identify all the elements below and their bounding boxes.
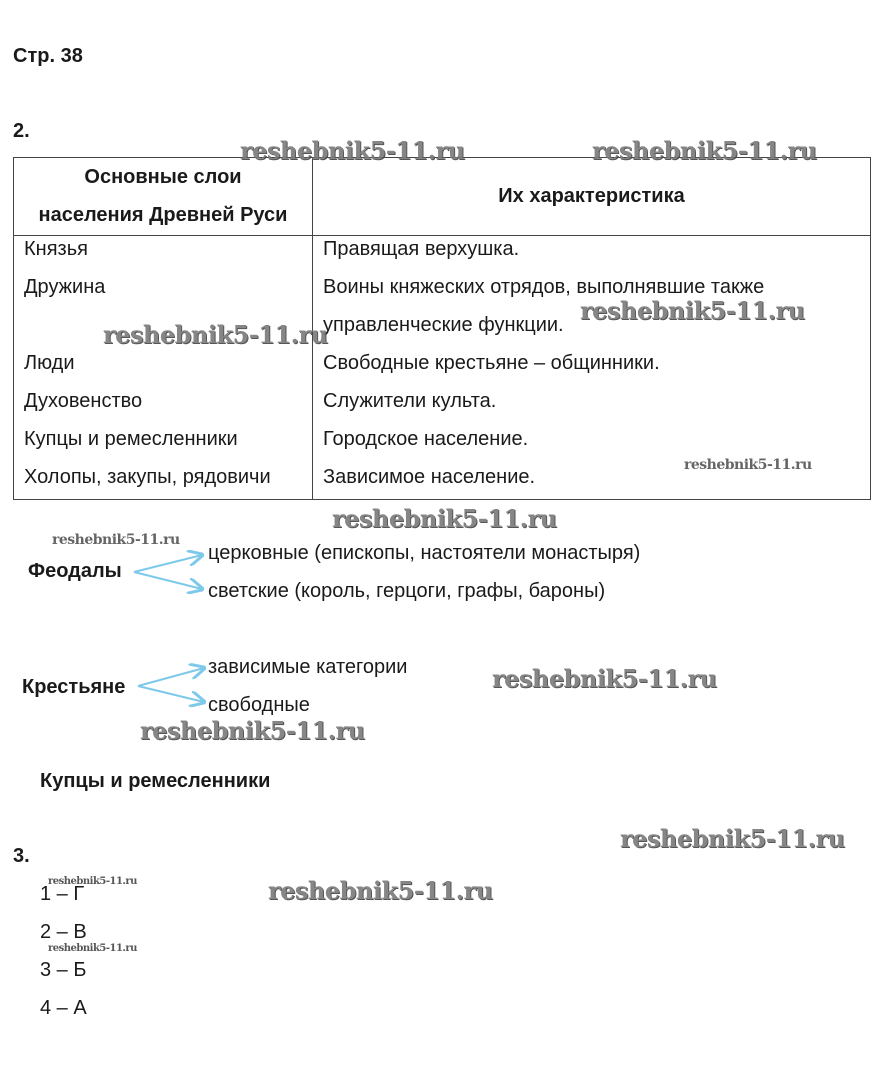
- watermark: reshebnik5-11.ru: [684, 457, 812, 473]
- table-header-divider: [14, 235, 870, 236]
- watermark: reshebnik5-11.ru: [103, 320, 328, 349]
- watermark: reshebnik5-11.ru: [620, 824, 845, 853]
- watermark: reshebnik5-11.ru: [140, 716, 365, 745]
- table-cell-desc-continued: управленческие функции.: [323, 314, 564, 336]
- answer-item: 4 – А: [40, 997, 87, 1019]
- peasants-dependent-branch: зависимые категории: [208, 656, 408, 678]
- answer-item: 1 – Г: [40, 883, 85, 905]
- feudals-label: Феодалы: [28, 560, 122, 582]
- peasants-arrows-icon: [134, 660, 212, 712]
- watermark: reshebnik5-11.ru: [332, 504, 557, 533]
- table-cell-desc: Служители культа.: [323, 390, 497, 412]
- table-cell-layer: Люди: [24, 352, 75, 374]
- table-header-layers-line2: населения Древней Руси: [38, 204, 288, 226]
- watermark: reshebnik5-11.ru: [492, 664, 717, 693]
- feudals-secular-branch: светские (король, герцоги, графы, бароны): [208, 580, 606, 602]
- task-3-number: 3.: [13, 845, 30, 867]
- table-cell-desc: Городское население.: [323, 428, 529, 450]
- table-cell-desc: Свободные крестьяне – общинники.: [323, 352, 660, 374]
- table-cell-desc: Правящая верхушка.: [323, 238, 520, 260]
- table-cell-desc: Зависимое население.: [323, 466, 536, 488]
- table-header-layers-line1: Основные слои: [84, 166, 242, 188]
- answer-item: 3 – Б: [40, 959, 87, 981]
- feudals-church-branch: церковные (епископы, настоятели монастыря): [208, 542, 641, 564]
- answer-item: 2 – В: [40, 921, 87, 943]
- table-cell-layer: Князья: [24, 238, 88, 260]
- merchants-label: Купцы и ремесленники: [40, 770, 271, 792]
- feudals-arrows-icon: [130, 545, 210, 600]
- watermark: reshebnik5-11.ru: [48, 943, 137, 954]
- table-cell-layer: Духовенство: [24, 390, 143, 412]
- watermark: reshebnik5-11.ru: [268, 876, 493, 905]
- table-header-layers: [14, 158, 312, 235]
- watermark: reshebnik5-11.ru: [52, 532, 180, 548]
- watermark: reshebnik5-11.ru: [48, 876, 137, 887]
- table-cell-layer: Купцы и ремесленники: [24, 428, 238, 450]
- table-header-characteristics: Их характеристика: [498, 185, 685, 207]
- table-cell-desc: Воины княжеских отрядов, выполнявшие также: [323, 276, 765, 298]
- watermark: reshebnik5-11.ru: [592, 136, 817, 165]
- peasants-label: Крестьяне: [22, 676, 126, 698]
- table-cell-layer: Дружина: [24, 276, 106, 298]
- peasants-free-branch: свободные: [208, 694, 310, 716]
- table-cell-layer: Холопы, закупы, рядовичи: [24, 466, 271, 488]
- page-title: Стр. 38: [13, 45, 83, 67]
- watermark: reshebnik5-11.ru: [240, 136, 465, 165]
- watermark: reshebnik5-11.ru: [580, 296, 805, 325]
- task-2-number: 2.: [13, 120, 30, 142]
